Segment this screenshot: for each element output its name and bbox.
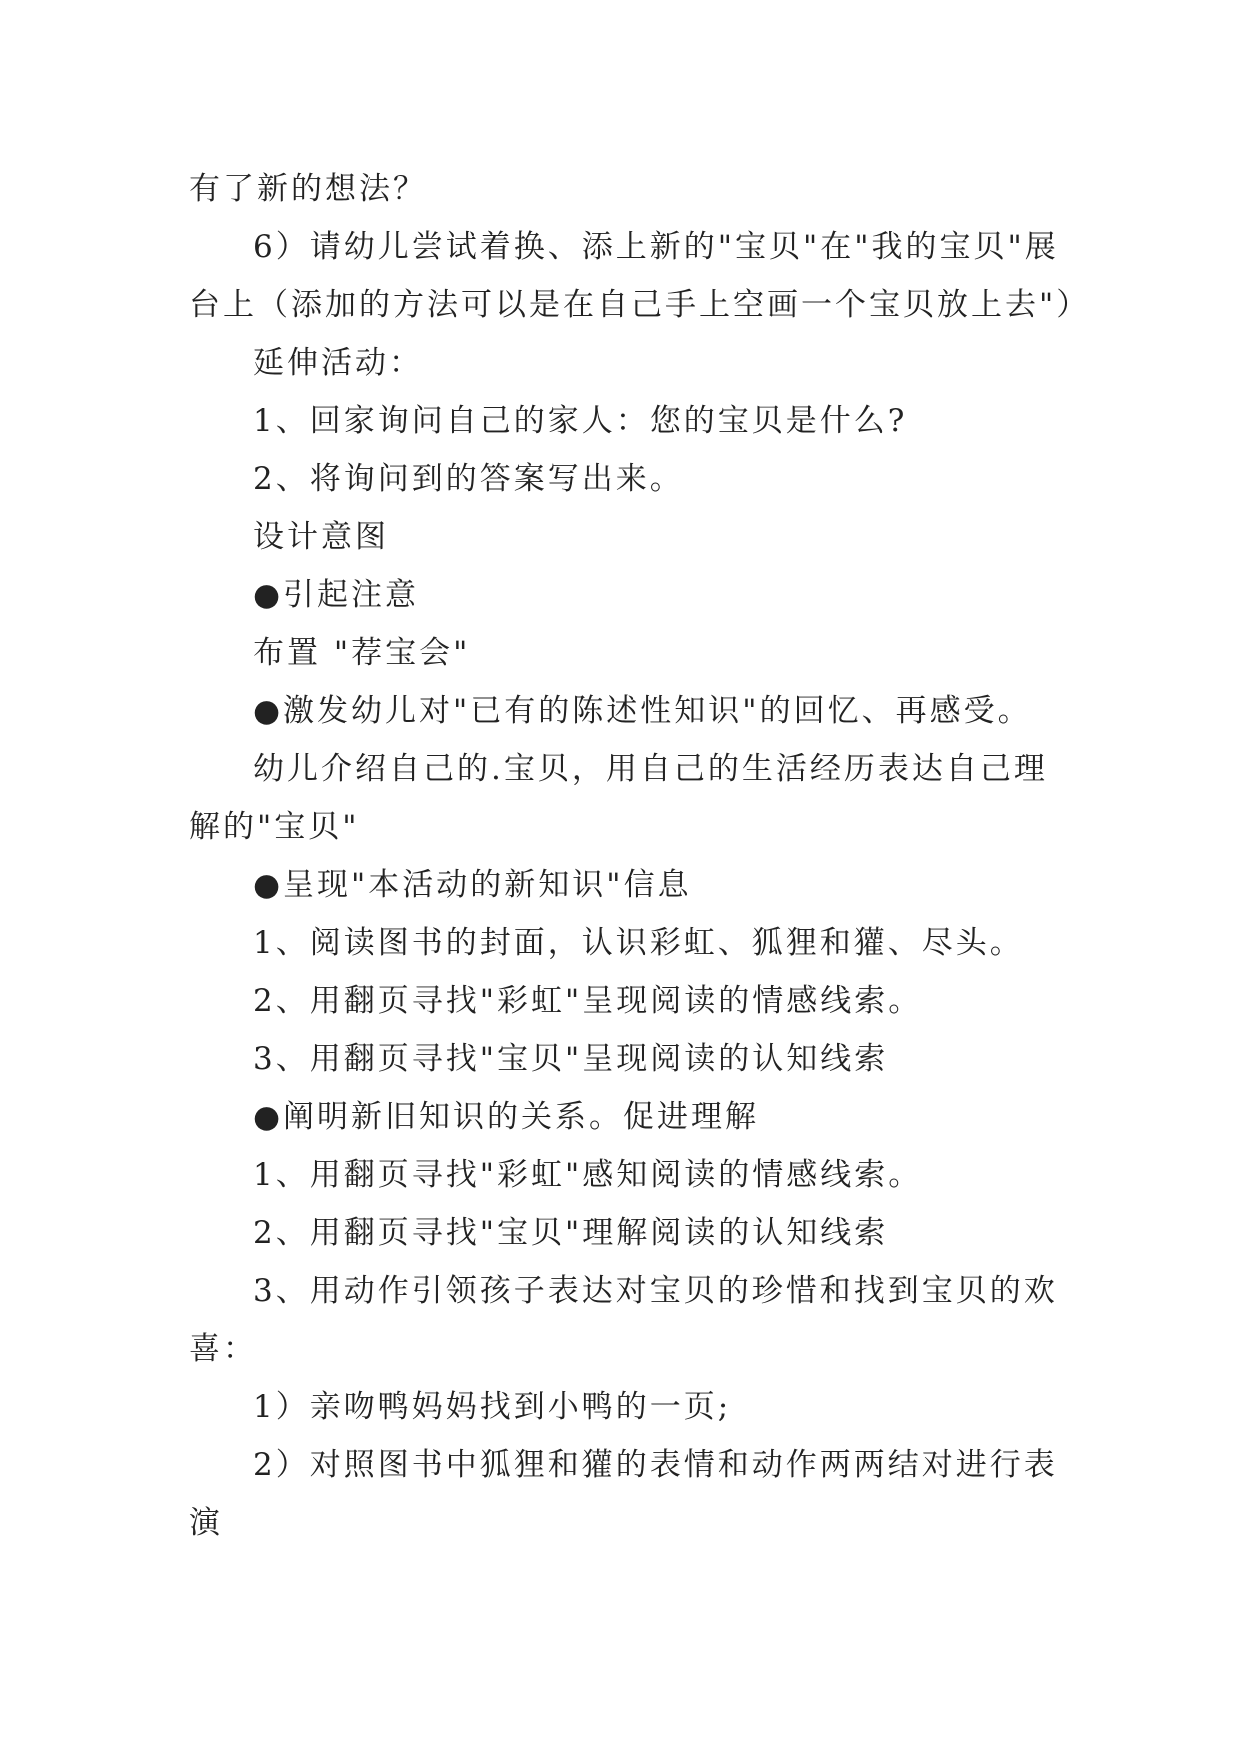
section-heading: 延伸活动： bbox=[253, 345, 423, 381]
text-line: 幼儿介绍自己的.宝贝，用自己的生活经历表达自己理 bbox=[253, 751, 1048, 787]
text-line: 布置 "荐宝会" bbox=[253, 635, 471, 671]
text-line: 1、用翻页寻找"彩虹"感知阅读的情感线索。 bbox=[253, 1157, 923, 1193]
text-line: 3、用翻页寻找"宝贝"呈现阅读的认知线索 bbox=[253, 1041, 889, 1077]
text-line: 解的"宝贝" bbox=[189, 809, 360, 845]
text-line: 6）请幼儿尝试着换、添上新的"宝贝"在"我的宝贝"展 bbox=[253, 229, 1059, 265]
section-heading: 设计意图 bbox=[253, 519, 389, 555]
text-line: 3、用动作引领孩子表达对宝贝的珍惜和找到宝贝的欢 bbox=[253, 1273, 1058, 1309]
text-line: 2、用翻页寻找"彩虹"呈现阅读的情感线索。 bbox=[253, 983, 923, 1019]
text-line: 1、回家询问自己的家人：您的宝贝是什么? bbox=[253, 403, 908, 439]
text-line: 有了新的想法？ bbox=[189, 171, 427, 207]
bullet-heading: ●引起注意 bbox=[253, 577, 420, 613]
text-line: 演 bbox=[189, 1505, 223, 1541]
text-line: 2）对照图书中狐狸和獾的表情和动作两两结对进行表 bbox=[253, 1447, 1058, 1483]
document-body bbox=[189, 160, 1091, 1552]
bullet-heading: ●激发幼儿对"已有的陈述性知识"的回忆、再感受。 bbox=[253, 693, 1032, 729]
text-line: 2、用翻页寻找"宝贝"理解阅读的认知线索 bbox=[253, 1215, 889, 1251]
text-line: 台上（添加的方法可以是在自己手上空画一个宝贝放上去"） bbox=[189, 287, 1091, 323]
bullet-heading: ●阐明新旧知识的关系。促进理解 bbox=[253, 1099, 760, 1135]
bullet-heading: ●呈现"本活动的新知识"信息 bbox=[253, 867, 692, 903]
text-line: 喜： bbox=[189, 1331, 257, 1367]
text-line: 1）亲吻鸭妈妈找到小鸭的一页; bbox=[253, 1389, 732, 1425]
text-line: 2、将询问到的答案写出来。 bbox=[253, 461, 684, 497]
text-line: 1、阅读图书的封面，认识彩虹、狐狸和獾、尽头。 bbox=[253, 925, 1024, 961]
